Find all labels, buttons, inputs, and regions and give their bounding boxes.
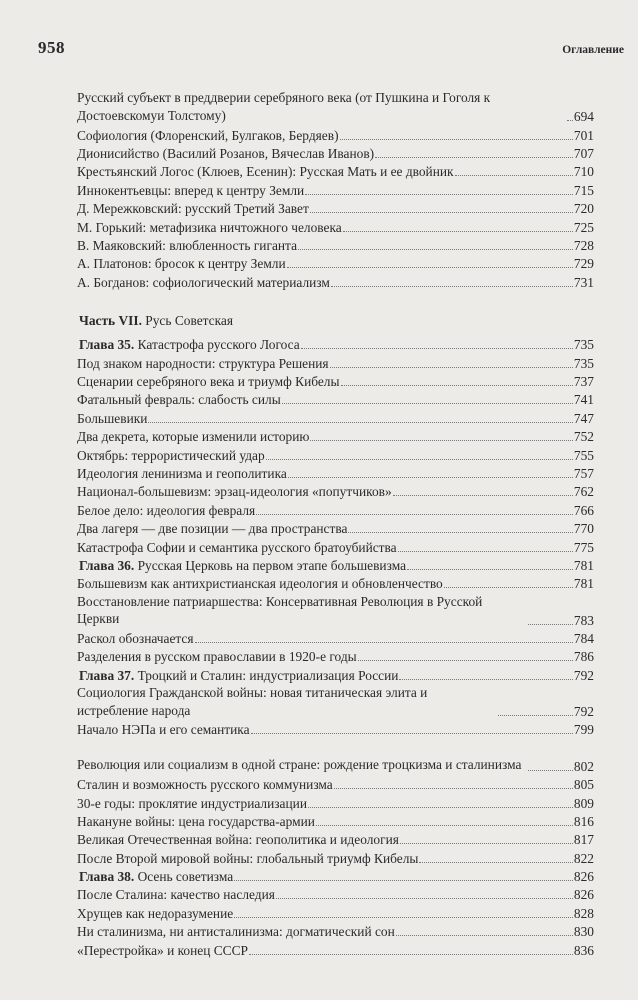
part-heading [77, 313, 594, 331]
leader-dots [148, 422, 572, 423]
chapter-label: Глава 38. [79, 869, 135, 885]
leader-dots [399, 679, 572, 680]
toc-entry-title: Раскол обозначается [77, 630, 194, 646]
toc-entry [77, 144, 594, 162]
toc-entry [77, 922, 594, 940]
toc-entry [77, 812, 594, 830]
leader-dots [308, 807, 573, 808]
toc-entry [77, 775, 594, 793]
toc-entry-page: 710 [573, 164, 594, 180]
toc-entry-title: Накануне войны: цена государства-армии [77, 813, 315, 829]
leader-dots [287, 267, 573, 268]
toc-entry-title: Сценарии серебряного века и триумф Кибелы [77, 373, 340, 389]
leader-dots [288, 477, 573, 478]
toc-entry-title: После Сталина: качество наследия [77, 887, 275, 903]
leader-dots [400, 843, 573, 844]
toc-entry-page: 747 [573, 410, 594, 426]
toc-entry-title: Хрущев как недоразумение [77, 905, 234, 921]
toc-entry [77, 830, 594, 848]
leader-dots [407, 569, 573, 570]
toc-entry [77, 272, 594, 290]
toc-entry-title: Два декрета, которые изменили историю [77, 429, 310, 445]
toc-entry-page: 799 [573, 722, 594, 738]
toc-entry [77, 537, 594, 555]
toc-entry-title: Идеология ленинизма и геополитика [77, 465, 287, 481]
leader-dots [528, 624, 573, 625]
leader-dots [195, 642, 573, 643]
leader-dots [393, 495, 573, 496]
toc-entry-title: В. Маяковский: влюбленность гиганта [77, 238, 298, 254]
toc-entry-title: Под знаком народности: структура Решения [77, 355, 329, 371]
chapter-heading [77, 556, 594, 574]
leader-dots [282, 403, 573, 404]
toc-entry-page: 826 [573, 887, 594, 903]
toc-entry-page: 802 [573, 758, 594, 774]
toc-entry-title: Русский субъект в преддверии серебряного века (от Пушкина и Гоголя к Достоевскомуи Толстому) [77, 90, 491, 123]
leader-dots [340, 139, 573, 140]
toc-entry-page: 757 [573, 465, 594, 481]
toc-entry-title: Фатальный февраль: слабость силы [77, 392, 281, 408]
leader-dots [234, 880, 573, 881]
leader-dots [316, 825, 573, 826]
toc-entry-title: Октябрь: террористический удар [77, 447, 265, 463]
running-title: Оглавление [562, 44, 624, 56]
toc-entry [77, 647, 594, 665]
toc-entry-page: 720 [573, 201, 594, 217]
part-label: Часть VII. [79, 312, 142, 328]
toc-entry [77, 464, 594, 482]
toc-entry-page: 805 [573, 777, 594, 793]
toc-entry-title: Большевики [77, 410, 148, 426]
toc-entry [77, 940, 594, 958]
toc-entry-title: Социология Гражданской войны: новая титаническая элита и истребление народа [77, 685, 428, 718]
toc-entry [77, 89, 594, 125]
toc-entry-page: 783 [573, 612, 594, 628]
leader-dots [334, 788, 573, 789]
leader-dots [301, 348, 573, 349]
leader-dots [305, 194, 573, 195]
toc-entry [77, 500, 594, 518]
chapter-heading [77, 867, 594, 885]
toc-entry-title: После Второй мировой войны: глобальный триумф Кибелы [77, 850, 419, 866]
toc-entry-title: Национал-большевизм: эрзац-идеология «попутчиков» [77, 484, 392, 500]
toc-entry-page: 822 [573, 850, 594, 866]
leader-dots [276, 898, 573, 899]
chapter-label: Глава 35. [79, 337, 135, 353]
leader-dots [330, 367, 573, 368]
toc-entry [77, 793, 594, 811]
toc-entry [77, 684, 594, 720]
toc-entry [77, 720, 594, 738]
leader-dots [375, 157, 573, 158]
toc-entry [77, 199, 594, 217]
toc-entry [77, 180, 594, 198]
toc-entry [77, 903, 594, 921]
table-of-contents [77, 89, 594, 959]
leader-dots [498, 715, 573, 716]
toc-entry-title: Катастрофа Софии и семантика русского братоубийства [77, 539, 397, 555]
leader-dots [331, 286, 573, 287]
chapter-heading [77, 335, 594, 353]
toc-entry-page: 725 [573, 219, 594, 235]
toc-entry-page: 741 [573, 392, 594, 408]
toc-entry-page: 781 [573, 576, 594, 592]
chapter-title: Троцкий и Сталин: индустриализация России [137, 667, 399, 683]
chapter-heading [77, 665, 594, 683]
toc-entry-page: 755 [573, 447, 594, 463]
toc-entry-title: М. Горький: метафизика ничтожного человека [77, 219, 342, 235]
leader-dots [341, 385, 573, 386]
toc-entry-page: 770 [573, 521, 594, 537]
chapter-title: Русская Церковь на первом этапе большевизма [137, 557, 407, 573]
leader-dots [310, 440, 573, 441]
part-title: Русь Советская [145, 312, 234, 328]
toc-entry [77, 162, 594, 180]
toc-entry-page: 784 [573, 630, 594, 646]
chapter-page: 735 [573, 337, 594, 353]
leader-dots [251, 733, 573, 734]
toc-entry-page: 817 [573, 832, 594, 848]
toc-entry-title: «Перестройка» и конец СССР [77, 942, 248, 958]
leader-dots [298, 249, 573, 250]
toc-entry [77, 217, 594, 235]
leader-dots [343, 231, 573, 232]
leader-dots [455, 175, 573, 176]
toc-entry-page: 728 [573, 238, 594, 254]
toc-entry-title: Д. Мережковский: русский Третий Завет [77, 201, 309, 217]
toc-entry [77, 519, 594, 537]
toc-entry [77, 574, 594, 592]
toc-entry-title: Великая Отечественная война: геополитика и идеология [77, 832, 399, 848]
toc-entry [77, 629, 594, 647]
leader-dots [396, 935, 573, 936]
toc-entry-title: Иннокентьевцы: вперед к центру Земли [77, 182, 305, 198]
toc-entry-title: Сталин и возможность русского коммунизма [77, 777, 333, 793]
toc-entry [77, 885, 594, 903]
toc-entry [77, 372, 594, 390]
toc-entry-page: 830 [573, 924, 594, 940]
toc-entry-page: 786 [573, 649, 594, 665]
toc-entry-page: 792 [573, 704, 594, 720]
toc-entry [77, 482, 594, 500]
toc-entry-title: Революция или социализм в одной стране: рождение троцкизма и сталинизма [77, 757, 522, 773]
toc-entry [77, 738, 594, 774]
toc-entry-page: 735 [573, 355, 594, 371]
toc-entry [77, 353, 594, 371]
leader-dots [567, 120, 573, 121]
toc-entry-page: 752 [573, 429, 594, 445]
toc-entry-title: Белое дело: идеология февраля [77, 502, 256, 518]
toc-entry [77, 254, 594, 272]
toc-entry-title: 30-е годы: проклятие индустриализации [77, 795, 308, 811]
toc-entry-page: 836 [573, 942, 594, 958]
leader-dots [310, 212, 573, 213]
toc-entry [77, 408, 594, 426]
toc-entry-page: 775 [573, 539, 594, 555]
toc-entry-title: Дионисийство (Василий Розанов, Вячеслав Иванов) [77, 146, 375, 162]
leader-dots [398, 551, 573, 552]
leader-dots [249, 954, 573, 955]
toc-entry-page: 701 [573, 127, 594, 143]
toc-entry-page: 731 [573, 274, 594, 290]
leader-dots [419, 862, 573, 863]
toc-entry [77, 125, 594, 143]
toc-entry-title: А. Богданов: софиологический материализм [77, 274, 330, 290]
toc-entry-page: 762 [573, 484, 594, 500]
leader-dots [266, 459, 573, 460]
leader-dots [358, 660, 573, 661]
toc-entry-page: 715 [573, 182, 594, 198]
leader-dots [256, 514, 573, 515]
chapter-title: Осень советизма [137, 869, 234, 885]
toc-entry-title: Большевизм как антихристианская идеология и обновленчество [77, 576, 443, 592]
toc-entry-title: А. Платонов: бросок к центру Земли [77, 256, 286, 272]
leader-dots [444, 587, 573, 588]
chapter-title: Катастрофа русского Логоса [137, 337, 300, 353]
toc-entry-title: Два лагеря — две позиции — два пространства [77, 521, 348, 537]
toc-entry [77, 236, 594, 254]
toc-entry-title: Начало НЭПа и его семантика [77, 722, 250, 738]
chapter-label: Глава 37. [79, 667, 135, 683]
toc-entry-title: Ни сталинизма, ни антисталинизма: догматический сон [77, 924, 395, 940]
toc-entry-title: Разделения в русском православии в 1920-е годы [77, 649, 357, 665]
toc-entry-page: 737 [573, 373, 594, 389]
toc-entry-title: Крестьянский Логос (Клюев, Есенин): Русская Мать и ее двойник [77, 164, 454, 180]
toc-entry-page: 707 [573, 146, 594, 162]
toc-entry-page: 766 [573, 502, 594, 518]
chapter-page: 826 [573, 869, 594, 885]
toc-entry-title: Софиология (Флоренский, Булгаков, Бердяев) [77, 127, 339, 143]
toc-entry-page: 694 [573, 109, 594, 125]
leader-dots [348, 532, 572, 533]
toc-entry [77, 427, 594, 445]
toc-entry-page: 729 [573, 256, 594, 272]
toc-entry-title: Восстановление патриаршества: Консервативная Революция в Русской Церкви [77, 593, 483, 627]
toc-entry-page: 828 [573, 905, 594, 921]
chapter-page: 792 [573, 667, 594, 683]
page-number: 958 [38, 38, 65, 57]
toc-entry-page: 809 [573, 795, 594, 811]
toc-entry [77, 848, 594, 866]
leader-dots [528, 770, 573, 771]
toc-entry-page: 816 [573, 813, 594, 829]
chapter-label: Глава 36. [79, 557, 135, 573]
toc-entry [77, 445, 594, 463]
toc-entry [77, 592, 594, 628]
toc-entry [77, 390, 594, 408]
chapter-page: 781 [573, 557, 594, 573]
leader-dots [234, 917, 573, 918]
